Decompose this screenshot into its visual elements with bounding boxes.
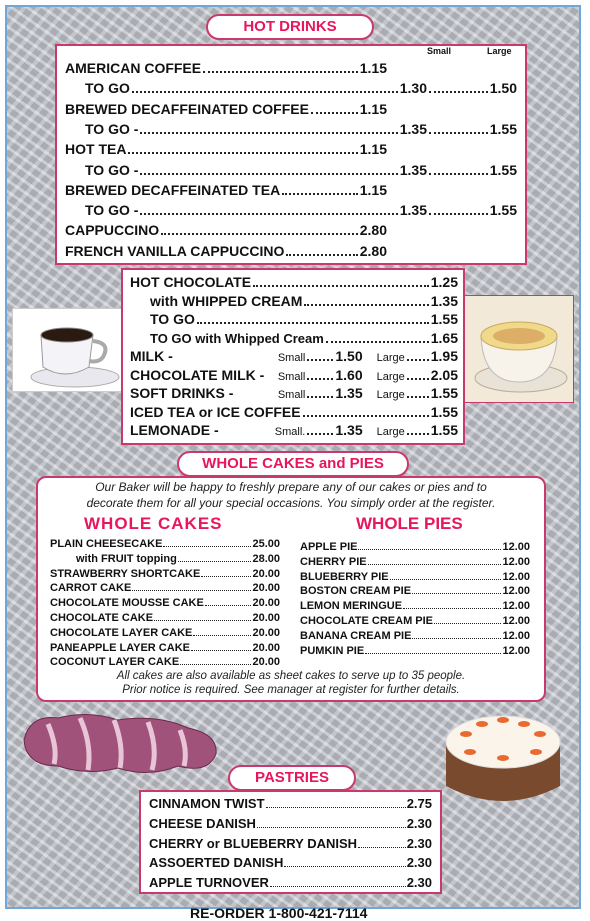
small-price: 1.35 bbox=[335, 385, 363, 401]
dot-leader bbox=[193, 635, 251, 636]
pastry-row bbox=[149, 855, 432, 870]
pie-label: APPLE PIE bbox=[300, 541, 358, 553]
dot-leader bbox=[390, 579, 502, 580]
pastry-price: 2.30 bbox=[406, 815, 432, 831]
prior-notice-note: Prior notice is required. See manager at register for further details. bbox=[122, 684, 460, 696]
dot-leader bbox=[311, 112, 358, 114]
cake-row bbox=[50, 597, 280, 609]
item-label: FRENCH VANILLA CAPPUCCINO bbox=[65, 242, 285, 259]
cakes-pies-box bbox=[36, 476, 546, 702]
dot-leader bbox=[253, 285, 429, 287]
dot-leader bbox=[201, 576, 251, 577]
dot-leader bbox=[191, 650, 251, 651]
small-word: Small bbox=[277, 370, 306, 383]
cake-row bbox=[76, 553, 280, 565]
cake-row bbox=[50, 642, 280, 654]
hot-drink-row bbox=[85, 80, 427, 96]
pie-label: CHOCOLATE CREAM PIE bbox=[300, 615, 434, 627]
column-large-header: Large bbox=[487, 46, 512, 56]
pie-price: 12.00 bbox=[502, 644, 530, 657]
dot-leader bbox=[407, 433, 429, 435]
large-price: 1.55 bbox=[489, 120, 517, 137]
hot-drinks-title: HOT DRINKS bbox=[206, 14, 374, 40]
cappuccino-photo bbox=[462, 295, 574, 403]
dot-leader bbox=[307, 396, 333, 398]
cake-price: 20.00 bbox=[252, 597, 280, 610]
dot-leader bbox=[140, 213, 397, 215]
dot-leader bbox=[266, 807, 406, 808]
item-label: TO GO - bbox=[85, 202, 139, 219]
dot-leader bbox=[365, 653, 501, 654]
dot-leader bbox=[407, 396, 429, 398]
cake-label: STRAWBERRY SHORTCAKE bbox=[50, 567, 201, 580]
pastry-price: 2.30 bbox=[406, 835, 432, 851]
dot-leader bbox=[307, 378, 333, 380]
pie-label: LEMON MERINGUE bbox=[300, 600, 403, 613]
dot-leader bbox=[205, 605, 252, 606]
pie-row bbox=[300, 615, 530, 627]
dot-leader bbox=[257, 827, 406, 828]
pastry-row bbox=[149, 796, 432, 811]
small-price: 1.15 bbox=[359, 60, 387, 76]
dot-leader bbox=[368, 564, 502, 565]
coffee-cup-photo bbox=[12, 308, 122, 392]
dot-leader bbox=[178, 561, 252, 562]
whole-cakes-heading: WHOLE CAKES bbox=[84, 514, 223, 533]
column-small-header: Small bbox=[427, 46, 452, 56]
cake-price: 25.00 bbox=[252, 538, 280, 550]
cinnamon-twist-photo bbox=[18, 704, 224, 780]
pie-price: 12.00 bbox=[502, 629, 530, 642]
large-price: 1.50 bbox=[489, 80, 517, 97]
cake-row bbox=[50, 582, 280, 594]
pastries-box bbox=[139, 790, 442, 894]
intro-line-2: decorate them for all your special occasions. You simply order at the register. bbox=[86, 496, 496, 510]
dot-leader bbox=[161, 233, 358, 235]
pastry-label: APPLE TURNOVER bbox=[149, 875, 269, 891]
sized-beverage-row bbox=[130, 367, 458, 383]
large-word: Large bbox=[376, 352, 405, 364]
cake-price: 20.00 bbox=[252, 641, 280, 654]
pie-price: 12.00 bbox=[502, 615, 530, 627]
large-word: Large bbox=[376, 370, 405, 383]
large-word: Large bbox=[376, 426, 405, 438]
cake-price: 20.00 bbox=[252, 582, 280, 595]
sized-beverage-row bbox=[130, 385, 458, 401]
hot-drink-row bbox=[65, 222, 387, 238]
large-price: 1.55 bbox=[430, 422, 458, 438]
dot-leader bbox=[180, 664, 251, 665]
small-word: Small. bbox=[274, 426, 306, 438]
dot-leader bbox=[307, 433, 333, 435]
pastries-title: PASTRIES bbox=[228, 765, 356, 791]
cake-label: CARROT CAKE bbox=[50, 582, 132, 595]
cake-price: 20.00 bbox=[252, 656, 280, 669]
item-label: TO GO - bbox=[85, 161, 139, 178]
footer-reorder: RE-ORDER 1-800-421-7114 bbox=[190, 905, 368, 921]
large-price-row bbox=[427, 80, 517, 96]
pie-row bbox=[300, 571, 530, 583]
hot-drink-row bbox=[85, 202, 427, 218]
pie-price: 12.00 bbox=[502, 585, 530, 598]
cake-row bbox=[50, 538, 280, 550]
dot-leader bbox=[358, 847, 406, 848]
cake-label: PANEAPPLE LAYER CAKE bbox=[50, 641, 190, 654]
carrot-cake-photo bbox=[436, 706, 570, 816]
item-label: MILK - bbox=[130, 348, 173, 364]
small-price: 1.35 bbox=[399, 120, 427, 137]
dot-leader bbox=[429, 213, 488, 215]
item-label: CAPPUCCINO bbox=[65, 222, 160, 239]
item-label: BREWED DECAFFEINATED TEA bbox=[65, 181, 281, 198]
small-price: 2.80 bbox=[359, 222, 387, 239]
dot-leader bbox=[140, 132, 397, 134]
cake-label: PLAIN CHEESECAKE bbox=[50, 538, 163, 550]
pie-row bbox=[300, 630, 530, 642]
pie-price: 12.00 bbox=[502, 555, 530, 568]
sized-beverage-row bbox=[130, 422, 458, 438]
small-word: Small bbox=[277, 389, 306, 401]
large-price: 1.95 bbox=[430, 348, 458, 364]
item-label: HOT CHOCOLATE bbox=[130, 274, 252, 290]
beverage-row bbox=[150, 293, 458, 309]
cake-label: with FRUIT topping bbox=[76, 552, 177, 565]
item-price: 1.55 bbox=[430, 403, 458, 420]
large-price: 1.55 bbox=[489, 161, 517, 178]
dot-leader bbox=[429, 173, 488, 175]
item-label: TO GO bbox=[150, 311, 195, 327]
pastry-price: 2.30 bbox=[406, 855, 432, 871]
hot-drink-row bbox=[65, 101, 387, 117]
dot-leader bbox=[303, 415, 429, 417]
cake-price: 20.00 bbox=[252, 567, 280, 580]
pie-price: 12.00 bbox=[502, 541, 530, 553]
intro-line-1: Our Baker will be happy to freshly prepare any of our cakes or pies and to bbox=[95, 480, 487, 494]
sized-beverage-row bbox=[130, 348, 458, 364]
pie-row bbox=[300, 556, 530, 568]
small-price: 1.15 bbox=[359, 100, 387, 117]
dot-leader bbox=[197, 322, 429, 324]
dot-leader bbox=[434, 623, 501, 624]
pastry-price: 2.75 bbox=[406, 796, 432, 811]
item-label: LEMONADE - bbox=[130, 422, 219, 438]
small-price: 1.35 bbox=[399, 202, 427, 219]
item-label: ICED TEA or ICE COFFEE bbox=[130, 403, 301, 420]
beverage-row bbox=[150, 311, 458, 327]
pastry-label: CHEESE DANISH bbox=[149, 815, 256, 831]
item-label: TO GO - bbox=[85, 120, 139, 137]
item-price: 1.55 bbox=[430, 311, 458, 327]
beverage-row bbox=[130, 274, 458, 290]
large-price-row bbox=[427, 121, 517, 137]
pie-row bbox=[300, 600, 530, 612]
dot-leader bbox=[163, 546, 251, 547]
hot-drink-row bbox=[85, 162, 427, 178]
sheet-cake-note: All cakes are also available as sheet cakes to serve up to 35 people. bbox=[116, 670, 466, 682]
dot-leader bbox=[132, 91, 398, 93]
pastry-label: ASSOERTED DANISH bbox=[149, 855, 284, 871]
pie-label: BANANA CREAM PIE bbox=[300, 629, 412, 642]
cake-price: 28.00 bbox=[252, 552, 280, 565]
item-label: BREWED DECAFFEINATED COFFEE bbox=[65, 100, 309, 117]
item-label: HOT TEA bbox=[65, 141, 127, 158]
hot-drink-row bbox=[65, 182, 387, 198]
dot-leader bbox=[412, 638, 501, 639]
cake-price: 20.00 bbox=[252, 612, 280, 624]
item-price: 1.35 bbox=[430, 292, 458, 309]
cake-label: COCONUT LAYER CAKE bbox=[50, 656, 180, 669]
dot-leader bbox=[407, 378, 429, 380]
large-price: 1.55 bbox=[430, 385, 458, 401]
item-label: SOFT DRINKS - bbox=[130, 385, 234, 401]
dot-leader bbox=[358, 549, 501, 550]
item-label: AMERICAN COFFEE bbox=[65, 60, 202, 76]
cakes-pies-title: WHOLE CAKES and PIES bbox=[177, 451, 409, 477]
small-price: 1.35 bbox=[335, 422, 363, 438]
hot-drinks-box bbox=[55, 44, 527, 265]
whole-pies-heading: WHOLE PIES bbox=[356, 514, 463, 533]
pie-row bbox=[300, 585, 530, 597]
item-label: TO GO with Whipped Cream bbox=[150, 330, 324, 346]
small-price: 2.80 bbox=[359, 242, 387, 259]
pie-price: 12.00 bbox=[502, 600, 530, 613]
cake-row bbox=[50, 656, 280, 668]
large-price-row bbox=[427, 162, 517, 178]
small-word: Small bbox=[277, 352, 306, 364]
iced-tea-row bbox=[130, 404, 458, 420]
pie-label: BOSTON CREAM PIE bbox=[300, 585, 412, 598]
pastry-label: CINNAMON TWIST bbox=[149, 796, 265, 811]
dot-leader bbox=[154, 620, 251, 621]
cake-label: CHOCOLATE LAYER CAKE bbox=[50, 626, 193, 639]
pie-row bbox=[300, 541, 530, 553]
dot-leader bbox=[304, 304, 428, 306]
small-price: 1.30 bbox=[399, 80, 427, 97]
hot-drink-row bbox=[85, 121, 427, 137]
dot-leader bbox=[429, 91, 488, 93]
pie-price: 12.00 bbox=[502, 570, 530, 583]
cake-price: 20.00 bbox=[252, 626, 280, 639]
cake-row bbox=[50, 612, 280, 624]
dot-leader bbox=[429, 132, 488, 134]
large-price: 1.55 bbox=[489, 202, 517, 219]
dot-leader bbox=[412, 593, 501, 594]
dot-leader bbox=[284, 866, 405, 867]
pastry-price: 2.30 bbox=[406, 875, 432, 891]
dot-leader bbox=[407, 359, 429, 361]
small-price: 1.15 bbox=[359, 181, 387, 198]
hot-drink-row bbox=[65, 60, 387, 76]
pastry-row bbox=[149, 836, 432, 851]
large-price-row bbox=[427, 202, 517, 218]
pastry-row bbox=[149, 875, 432, 890]
large-word: Large bbox=[376, 389, 405, 401]
item-label: CHOCOLATE MILK - bbox=[130, 366, 265, 383]
cake-label: CHOCOLATE CAKE bbox=[50, 612, 154, 624]
dot-leader bbox=[282, 193, 358, 195]
dot-leader bbox=[403, 608, 501, 609]
pie-label: BLUEBERRY PIE bbox=[300, 570, 389, 583]
large-price: 2.05 bbox=[430, 366, 458, 383]
dot-leader bbox=[326, 341, 429, 343]
beverage-row bbox=[150, 330, 458, 346]
small-price: 1.15 bbox=[359, 141, 387, 158]
dot-leader bbox=[307, 359, 333, 361]
pastry-label: CHERRY or BLUEBERRY DANISH bbox=[149, 835, 358, 851]
small-price: 1.60 bbox=[335, 366, 363, 383]
pie-label: CHERRY PIE bbox=[300, 555, 367, 568]
item-label: with WHIPPED CREAM bbox=[150, 292, 303, 309]
dot-leader bbox=[140, 173, 397, 175]
hot-drink-row bbox=[65, 141, 387, 157]
dot-leader bbox=[203, 71, 358, 73]
item-label: TO GO bbox=[85, 80, 130, 97]
dot-leader bbox=[132, 590, 251, 591]
pastry-row bbox=[149, 816, 432, 831]
dot-leader bbox=[286, 254, 357, 256]
pie-row bbox=[300, 645, 530, 657]
hot-drink-row bbox=[65, 243, 387, 259]
item-price: 1.25 bbox=[430, 274, 458, 290]
dot-leader bbox=[128, 152, 357, 154]
dot-leader bbox=[270, 886, 406, 887]
pie-label: PUMKIN PIE bbox=[300, 644, 365, 657]
cake-row bbox=[50, 627, 280, 639]
item-price: 1.65 bbox=[430, 329, 458, 346]
small-price: 1.50 bbox=[335, 348, 363, 364]
small-price: 1.35 bbox=[399, 161, 427, 178]
cake-label: CHOCOLATE MOUSSE CAKE bbox=[50, 597, 204, 610]
cake-row bbox=[50, 568, 280, 580]
beverage-box bbox=[121, 268, 465, 445]
